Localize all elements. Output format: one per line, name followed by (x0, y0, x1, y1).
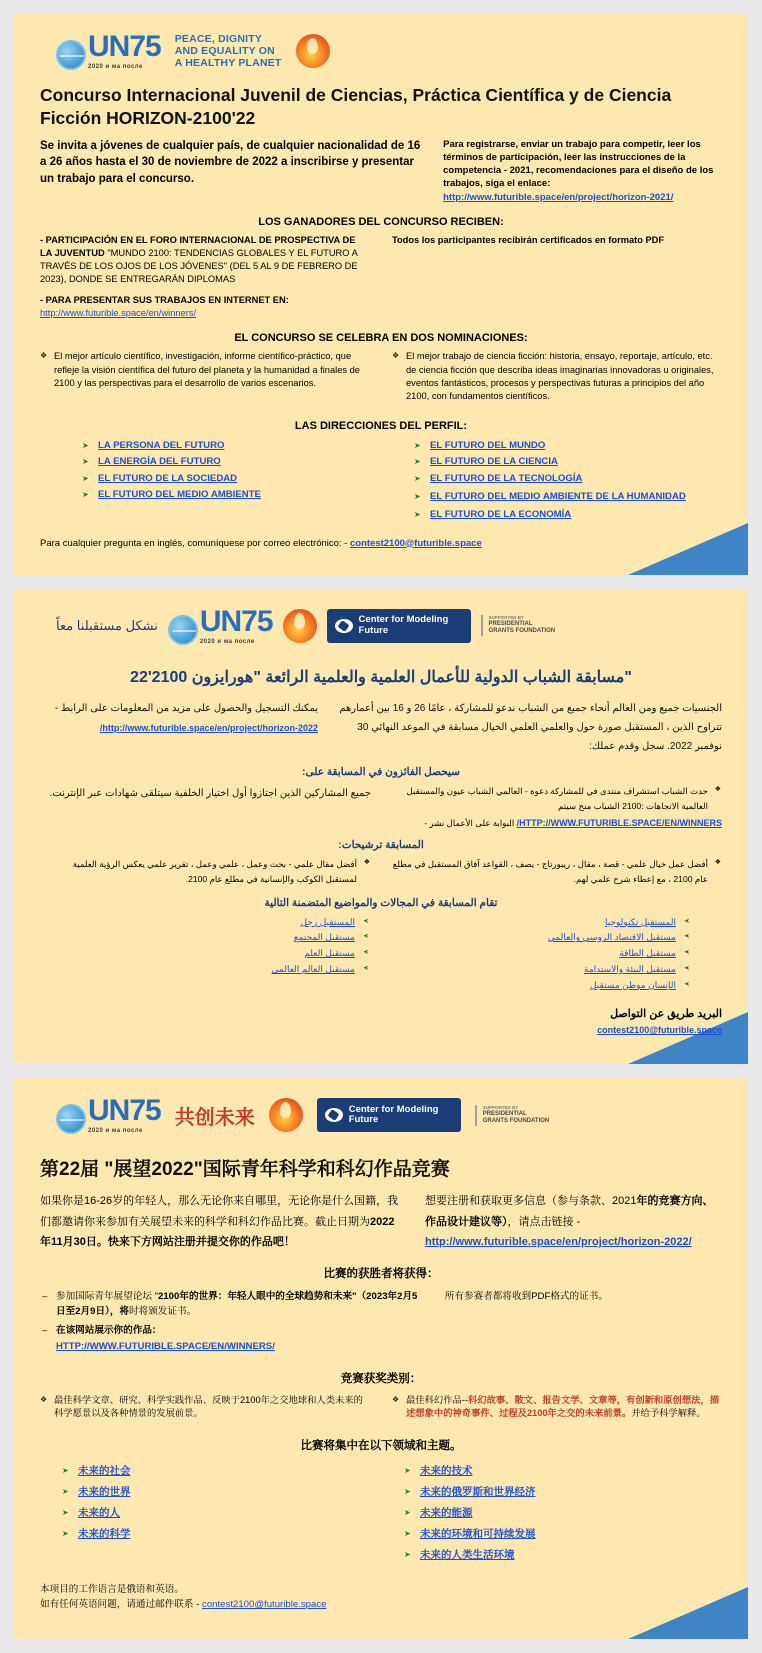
winners-heading-arabic: سيحصل الفائزون في المسابقة على: (302, 765, 460, 778)
topic-link[interactable]: 未来的人类生活环境 (420, 1548, 515, 1561)
nomination-list-arabic-left (40, 857, 371, 887)
contact-text: 如有任何英语问题，请通过邮件联系 - (40, 1599, 200, 1611)
un-globe-icon (56, 1104, 86, 1134)
profile-list-left (80, 438, 390, 524)
topics-list-arabic-right (391, 915, 692, 994)
un75-logo-sub: 2020 и ма после (88, 1128, 143, 1135)
topic-link[interactable]: مستقبل المجتمع (293, 932, 355, 943)
un75-logo-text: UN75 (88, 30, 161, 63)
profile-link[interactable]: EL FUTURO DE LA ECONOMÍA (430, 509, 572, 521)
page-title-arabic: مسابقة الشباب الدولية للأعمال العلمية والعلمية الرائعة "هورايزون 2100'22" (130, 668, 632, 686)
forum-label: - PARTICIPACIÓN EN EL FORO INTERNACIONAL DE PROSPECTIVA DE LA JUVENTUD (40, 234, 356, 258)
topic-link[interactable]: 未来的环境和可持续发展 (420, 1527, 536, 1540)
topic-link[interactable]: مستقبل الطاقة (619, 948, 676, 959)
topic-link[interactable]: 未来的技术 (420, 1464, 473, 1477)
flame-icon (283, 609, 317, 643)
profile-link[interactable]: LA PERSONA DEL FUTURO (98, 439, 225, 451)
profile-link[interactable]: EL FUTURO DE LA TECNOLOGÍA (430, 472, 583, 484)
registration-info-chinese: 想要注册和获取更多信息（参与条款、2021年的竞赛方向、作品设计建议等），请点击链接 - http://www.futurible.space/en/project/horizon-2022/ (425, 1191, 722, 1252)
topic-link[interactable]: 未来的人 (78, 1506, 120, 1519)
contact-heading-arabic: البريد طريق عن التواصل (610, 1008, 722, 1021)
profile-item[interactable] (80, 454, 390, 470)
chinese-slogan: 共创未来 (174, 1106, 255, 1129)
topic-link[interactable]: المستقبل تكنولوجيا (604, 916, 676, 927)
topic-link[interactable]: مستقبل العلم (304, 948, 355, 959)
contact-block-arabic (40, 1007, 722, 1038)
profile-item[interactable] (412, 471, 722, 487)
nomination-list-left (40, 350, 370, 408)
topic-link[interactable]: 未来的俄罗斯和世界经济 (420, 1485, 536, 1498)
cmf-oval-icon (335, 619, 353, 633)
flame-icon (269, 1098, 303, 1132)
profile-link[interactable]: EL FUTURO DEL MUNDO (430, 439, 546, 451)
topics-heading-chinese: 比赛将集中在以下领域和主题。 (300, 1439, 462, 1452)
topic-item[interactable] (402, 1482, 722, 1503)
arabic-slogan: نشكل مستقبلنا معاً (56, 617, 158, 633)
profile-item[interactable] (412, 454, 722, 470)
certificates-note-chinese: 所有参赛者都将收到PDF格式的证书。 (444, 1290, 608, 1302)
registration-info: Para registrarse, enviar un trabajo para competir, leer los términos de participación, leer las instrucciones de la competencia - 2021, recomendaciones para el diseño de los trabajos, siga el enlace: http://www.futurible.space/en/project/horizon-2021/ (443, 138, 714, 203)
winners-heading: LOS GANADORES DEL CONCURSO RECIBEN: (258, 215, 504, 228)
nomination-item: ❖ 最佳科学文章、研究、科学实践作品、反映于2100年之交地球和人类未来的科学愿景以及各种情景的发展前景。 (40, 1394, 370, 1421)
page-chinese (14, 1078, 748, 1638)
contact-text: Para cualquier pregunta en inglés, comuníquese por correo electrónico: - (40, 537, 350, 549)
topic-link[interactable]: الإنسان موطن مستقبل (589, 979, 676, 990)
topic-item[interactable] (402, 1461, 722, 1482)
un-globe-icon (168, 615, 198, 645)
winners-left (40, 234, 370, 320)
topic-item[interactable] (391, 946, 692, 962)
certificates-note: Todos los participantes recibirán certificados en formato PDF (392, 234, 665, 245)
page-title: Concurso Internacional Juvenil de Ciencias, Práctica Científica y de Ciencia Ficción HORIZON-2100'22 (40, 85, 672, 128)
deadline-text: 2022年11月30日。快来下方网站注册并提交你的作品吧！ (40, 1215, 395, 1249)
lead-paragraph: Se invita a jóvenes de cualquier país, de cualquier nacionalidad de 16 a 26 años hasta el 30 de noviembre de 2022 a inscribirse y presentar un trabajo para el concurso. (40, 139, 421, 185)
registration-link[interactable]: http://www.futurible.space/en/project/horizon-2021/ (443, 191, 674, 203)
profile-link[interactable]: LA ENERGÍA DEL FUTURO (98, 456, 221, 468)
profile-link[interactable]: EL FUTURO DEL MEDIO AMBIENTE (98, 488, 261, 500)
profile-item[interactable] (412, 491, 722, 503)
working-language-note: 本项目的工作语言是俄语和英语。 (40, 1583, 184, 1595)
topic-item[interactable] (70, 946, 371, 962)
nominations-heading-chinese: 竞赛获奖类别： (340, 1372, 422, 1385)
contact-email-link[interactable]: contest2100@futurible.space (349, 537, 482, 549)
profile-item[interactable] (80, 438, 390, 454)
topic-link[interactable]: 未来的能源 (420, 1506, 473, 1519)
winners-left-arabic (391, 784, 722, 829)
un75-logo (56, 1096, 161, 1134)
un75-logo (56, 32, 161, 70)
certificates-note-arabic: جميع المشاركين الذين اجتازوا أول اختيار الخلفية سيتلقى شهادات عبر الإنترنت. (49, 787, 371, 799)
topic-item[interactable] (391, 915, 692, 931)
nomination-item: ❖ El mejor trabajo de ciencia ficción: historia, ensayo, reportaje, artículo, etc. de ciencia ficción que describa ideas imaginarias innovadoras u originales, eventos fantásticos, procesos y perspectivas futuras a principios del año 2100, con fundamentos científicos. (392, 350, 722, 404)
topic-item[interactable] (60, 1503, 380, 1524)
profile-item[interactable] (80, 471, 390, 487)
topic-item[interactable] (60, 1524, 380, 1545)
topic-item[interactable] (70, 930, 371, 946)
topic-item[interactable] (60, 1482, 380, 1503)
profile-item[interactable] (80, 487, 390, 503)
topic-item[interactable] (391, 962, 692, 978)
un75-logo (168, 604, 273, 645)
logo-row-chinese (40, 1092, 722, 1140)
winners-item: – 在该网站展示你的作品： HTTP://WWW.FUTURIBLE.SPACE/EN/WINNERS/ (40, 1323, 423, 1354)
topic-item[interactable] (391, 978, 692, 994)
publish-label: - PARA PRESENTAR SUS TRABAJOS EN INTERNET EN: (40, 295, 289, 306)
forum-detail: "MUNDO 2100: TENDENCIAS GLOBALES Y EL FUTURO A TRAVÉS DE LOS OJOS DE LOS JÓVENES" (DEL 5 AL 9 DE FEBRERO DE 2023), DONDE SE ENTREGARÁN DIPLOMAS (40, 248, 358, 285)
topic-item[interactable] (70, 962, 371, 978)
registration-link[interactable]: http://www.futurible.space/en/project/horizon-2022/ (425, 1236, 692, 1249)
contact-block-chinese (40, 1582, 722, 1613)
center-for-modeling-future-logo: Center for Modeling Future (327, 609, 471, 643)
nomination-item: ❖ El mejor artículo científico, investigación, informe científico-práctico, que refleje la visión científica del futuro del planeta y la humanidad a finales de 2100 y las perspectivas para el desarrollo de varios escenarios. (40, 350, 370, 390)
lead-paragraph-arabic: الجنسيات جميع ومن العالم أنحاء جميع من الشباب ندعو للمشاركة ، عامًا 26 و 16 بين أعمارهم تتراوح الذين ، المستقبل صورة حول والعلمي العلمي الخيال مسابقة في الموعد النهائي 30 نوفمبر 2022. سجل وقدم عملك: (339, 702, 722, 752)
nomination-list-right (392, 350, 722, 408)
topic-link[interactable]: مستقبل الاقتصاد الروسي والعالمي (547, 932, 676, 943)
profile-link[interactable]: EL FUTURO DEL MEDIO AMBIENTE DE LA HUMANIDAD (430, 490, 686, 502)
topic-link[interactable]: مستقبل البيئة والاستدامة (584, 963, 676, 974)
un75-logo-text: UN75 (199, 604, 273, 638)
logo-row-arabic (40, 603, 722, 651)
profile-link[interactable]: EL FUTURO DE LA CIENCIA (430, 456, 558, 468)
winners-link[interactable]: http://www.futurible.space/en/winners/ (40, 308, 197, 319)
winners-list-arabic (391, 784, 722, 814)
un-globe-icon (56, 40, 86, 70)
nomination-list-arabic-right (391, 857, 722, 887)
winners-link[interactable]: HTTP://WWW.FUTURIBLE.SPACE/EN/WINNERS/ (56, 1340, 275, 1352)
cmf-oval-icon (325, 1108, 343, 1122)
contact-line-spanish (40, 538, 722, 549)
profile-item[interactable] (412, 438, 722, 454)
nomination-list-chinese-right (392, 1394, 722, 1425)
winners-item: ❖ حدث الشباب استشراف منتدى في للمشاركة دعوة - العالمي الشباب عيون والمستقبل العالمية الاتجاهات :2100 الشباب منح سيتم (391, 784, 722, 814)
winners-portal-label: البوابة على الأعمال نشر - (424, 817, 515, 828)
lead-paragraph-chinese: 如果你是16-26岁的年轻人，那么无论你来自哪里，无论你是什么国籍，我们都邀请你来参加有关展望未来的科学和科幻作品比赛。截止日期为2022年11月30日。快来下方网站注册并提交你的作品吧！ (40, 1195, 399, 1249)
profile-item[interactable] (412, 507, 722, 523)
topic-item[interactable] (60, 1461, 380, 1482)
topics-list-chinese-right (402, 1461, 722, 1566)
topic-item[interactable] (391, 930, 692, 946)
logo-row-spanish (40, 28, 722, 76)
topic-link[interactable]: 未来的社会 (78, 1464, 131, 1477)
flame-icon (296, 34, 330, 68)
winners-left-chinese (40, 1289, 423, 1358)
un75-logo-sub: 2020 и ма после (199, 638, 255, 645)
profile-heading: LAS DIRECCIONES DEL PERFIL: (294, 419, 468, 432)
nomination-item: ❖ أفضل عمل خيال علمي - قصة ، مقال ، ريبورتاج - يصف ، القواعد آفاق المستقبل في مطلع عام 2100 ، مع إعطاء شرح علمي لهم. (391, 857, 722, 887)
page-arabic (14, 589, 748, 1065)
presidential-grants-foundation-logo: SUPPORTED BY PRESIDENTIAL GRANTS FOUNDATION (481, 615, 557, 636)
topic-item[interactable] (402, 1545, 722, 1566)
contact-email-link[interactable]: contest2100@futurible.space (202, 1599, 327, 1611)
un75-logo-sub: 2020 и ма после (88, 64, 143, 70)
nominations-heading-arabic: المسابقة ترشيحات: (338, 838, 424, 851)
page-spanish (14, 14, 748, 575)
winners-list-chinese (40, 1289, 423, 1354)
topic-item[interactable] (402, 1503, 722, 1524)
page-title-chinese: 第22届 "展望2022"国际青年科学和科幻作品竞赛 (40, 1159, 450, 1181)
winners-link[interactable]: HTTP://WWW.FUTURIBLE.SPACE/EN/WINNERS/ (516, 817, 722, 828)
winners-item: – 参加国际青年展望论坛 "2100年的世界：年轻人眼中的全球趋势和未来"（2023年2月5日至2月9日），将时将颁发证书。 (40, 1289, 423, 1320)
registration-info-arabic: يمكنك التسجيل والحصول على مزيد من المعلومات على الرابط - http://www.futurible.space/en/project/horizon-2022/ (54, 702, 319, 733)
contact-email-link[interactable]: contest2100@futurible.space (597, 1025, 722, 1036)
topic-link[interactable]: مستقبل العالم العالمي (271, 963, 355, 974)
registration-link[interactable]: http://www.futurible.space/en/project/horizon-2022/ (99, 722, 319, 733)
topic-link[interactable]: المستقبل رجل (300, 916, 355, 927)
peace-slogan: PEACE, DIGNITY AND EQUALITY ON A HEALTHY PLANET (174, 32, 282, 70)
topics-heading-arabic: تقام المسابقة في المجالات والمواضيع المتضمنة التالية (264, 896, 498, 909)
topic-link[interactable]: 未来的科学 (78, 1527, 131, 1540)
nomination-list-chinese-left (40, 1394, 370, 1425)
topics-list-chinese-left (60, 1461, 380, 1566)
center-for-modeling-future-logo: Center for Modeling Future (317, 1098, 461, 1132)
topic-item[interactable] (70, 915, 371, 931)
topics-list-arabic-left (70, 915, 371, 994)
nomination-item: ❖ أفضل مقال علمي - بحث وعمل ، علمي وعمل ، تقرير علمي يعكس الرؤية العلمية لمستقبل الكوكب والإنسانية في مطلع عام 2100. (40, 857, 371, 887)
winners-heading-chinese: 比赛的获胜者将获得： (323, 1267, 439, 1280)
presidential-grants-foundation-logo: SUPPORTED BY PRESIDENTIAL GRANTS FOUNDATION (475, 1105, 551, 1126)
nomination-item: ❖ 最佳科幻作品--科幻故事、散文、报告文学、文章等，有创新和原创想法，描述想象中的神奇事件、过程及2100年之交的未来前景。并给予科学解释。 (392, 1394, 722, 1421)
topic-link[interactable]: 未来的世界 (78, 1485, 131, 1498)
un75-logo-text: UN75 (88, 1094, 161, 1128)
profile-link[interactable]: EL FUTURO DE LA SOCIEDAD (98, 472, 238, 484)
profile-list-right (412, 438, 722, 524)
topic-item[interactable] (402, 1524, 722, 1545)
nominations-heading: EL CONCURSO SE CELEBRA EN DOS NOMINACIONES: (234, 332, 528, 345)
